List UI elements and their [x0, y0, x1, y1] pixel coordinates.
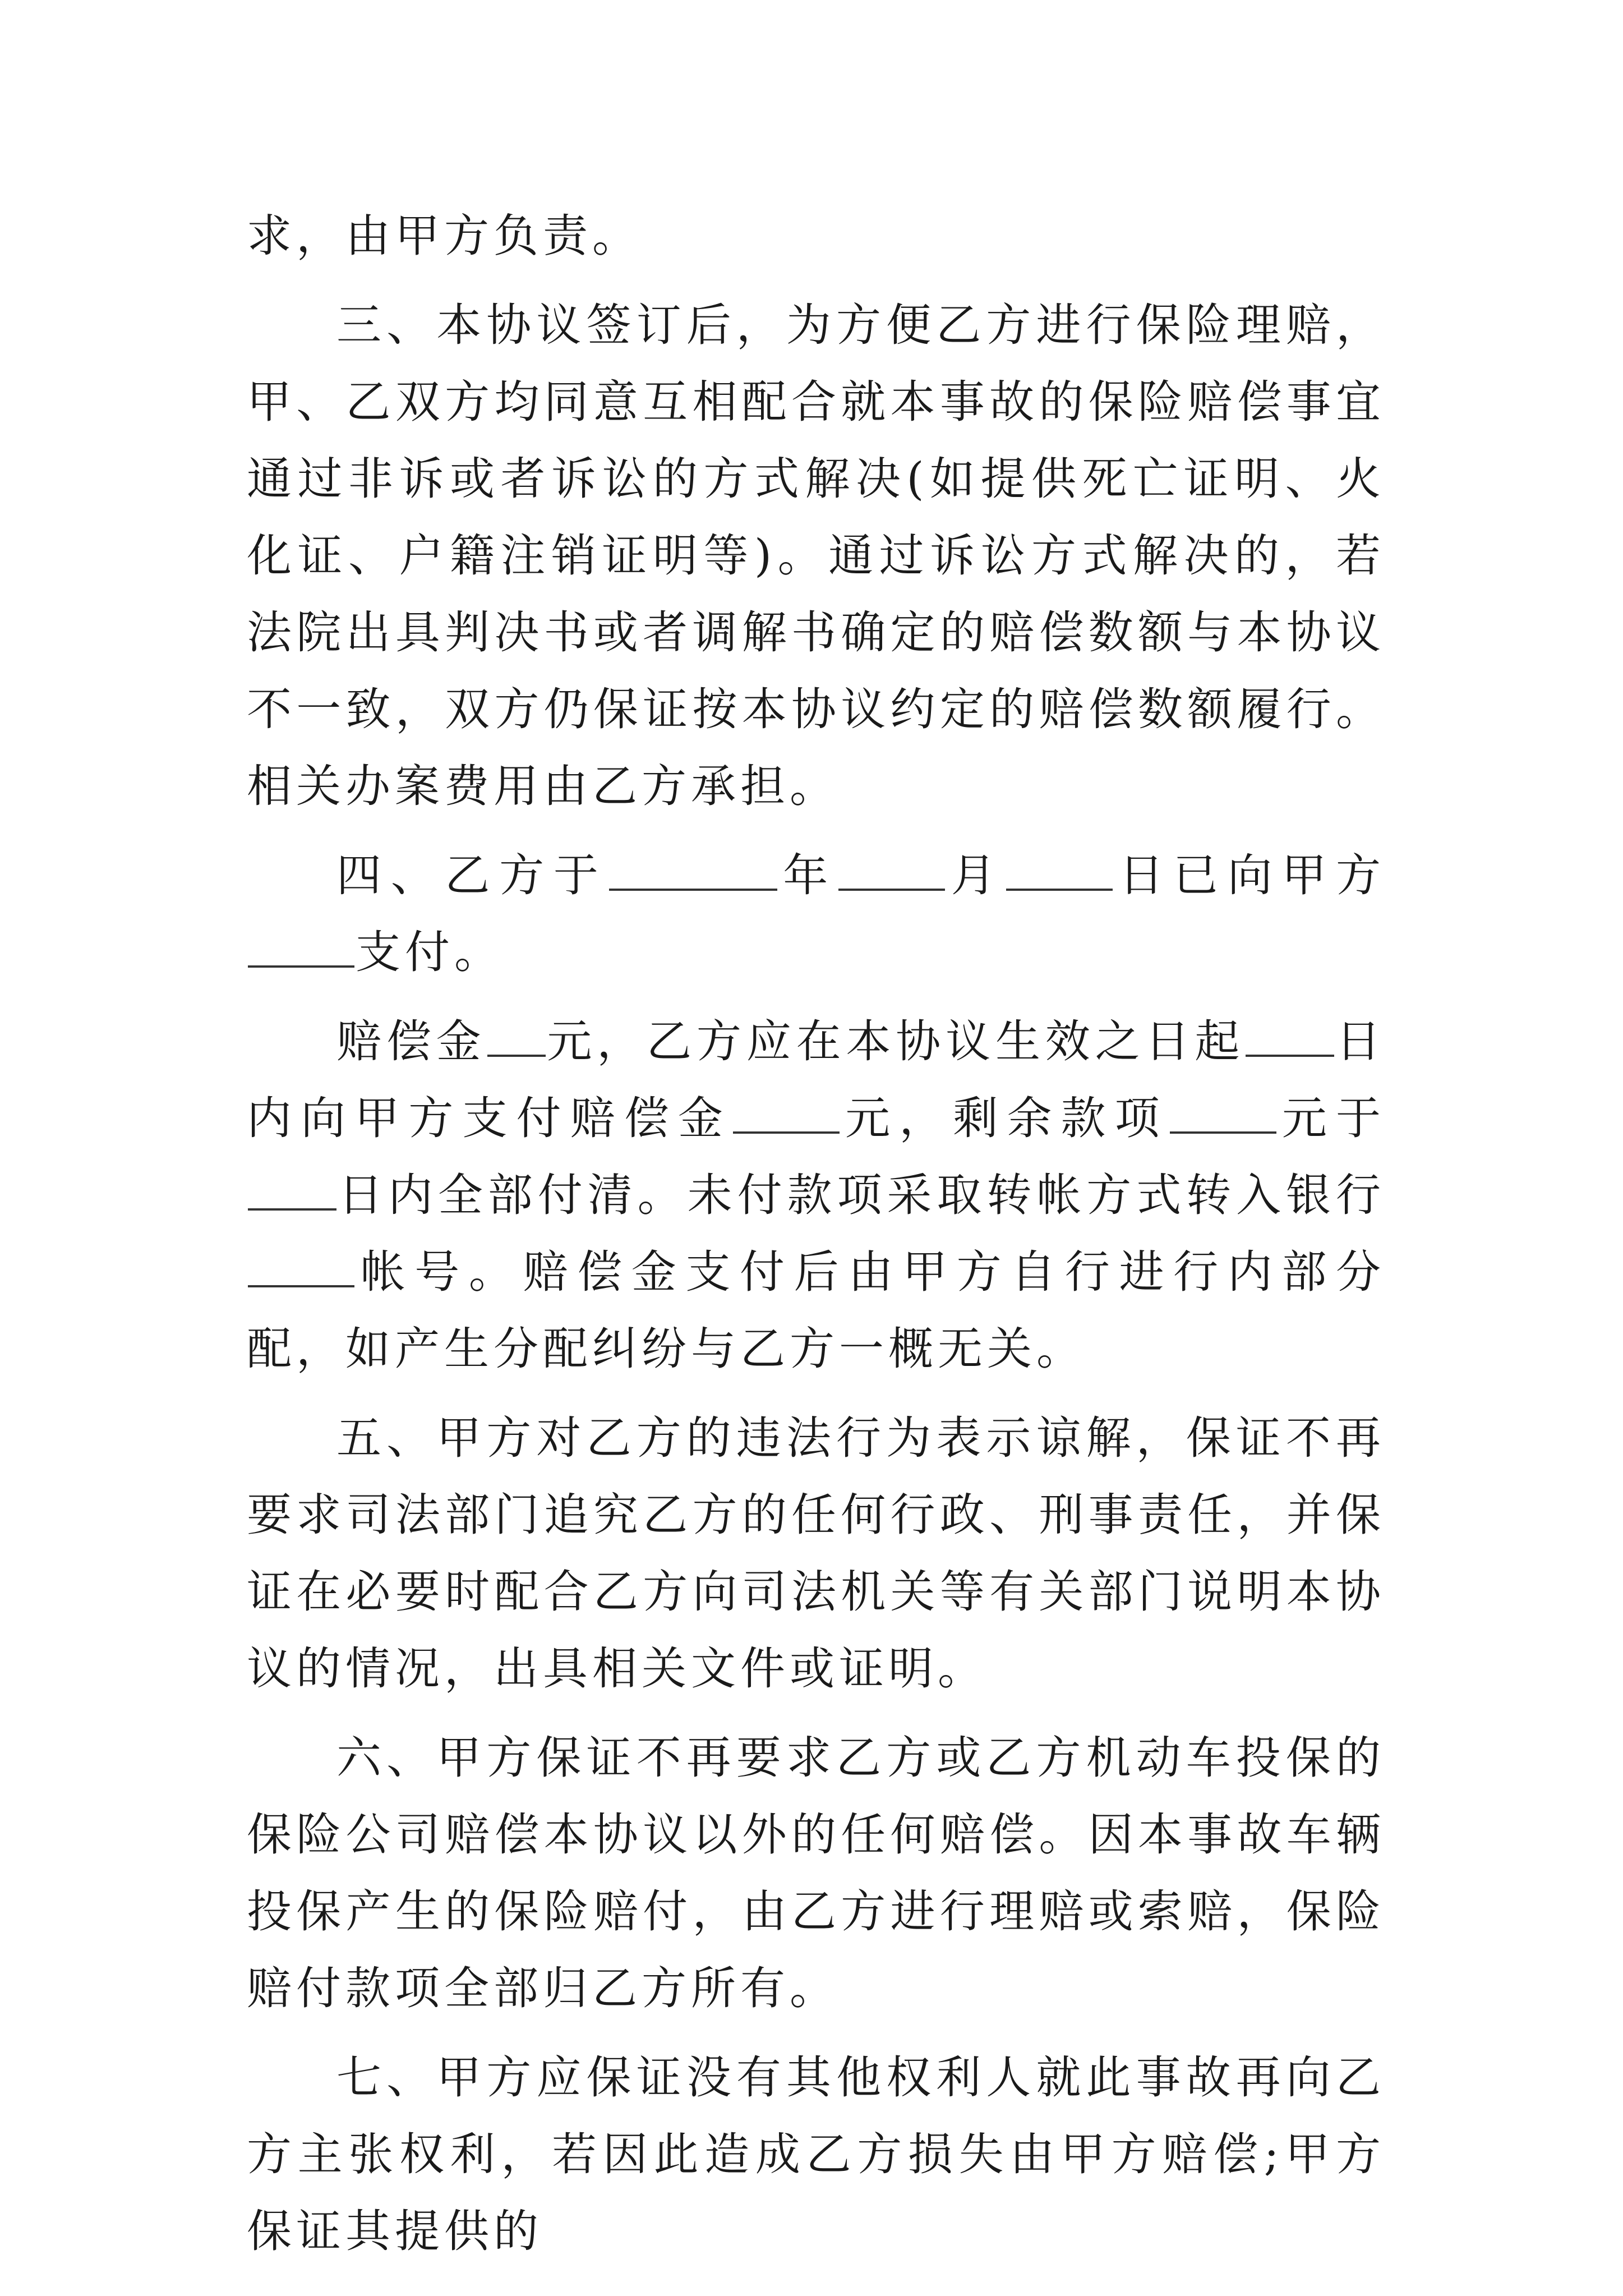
clause-seven: 七、甲方应保证没有其他权利人就此事故再向乙方主张权利，若因此造成乙方损失由甲方赔偿;甲方保证其提供的 [247, 2051, 1385, 2257]
clause-six: 六、甲方保证不再要求乙方或乙方机动车投保的保险公司赔偿本协议以外的任何赔偿。因本事故车辆投保产生的保险赔付，由乙方进行理赔或索赔，保险赔付款项全部归乙方所有。 [247, 1732, 1385, 2014]
blank-compensation-total [487, 1015, 546, 1057]
clause-four-text-2: 年 [778, 849, 838, 901]
blank-day-field [1006, 849, 1113, 891]
blank-days-field [1246, 1015, 1334, 1057]
blank-year-field [609, 849, 777, 891]
clause-four [247, 837, 1385, 991]
clause-four-text-3: 月 [946, 849, 1006, 901]
clause-four-text-4: 日已向甲方 [1114, 849, 1386, 901]
paragraph-continuation: 求，由甲方负责。 [247, 210, 642, 262]
clause-five: 五、甲方对乙方的违法行为表示谅解，保证不再要求司法部门追究乙方的任何行政、刑事责任，并保证在必要时配合乙方向司法机关等有关部门说明本协议的情况，出具相关文件或证明。 [247, 1412, 1385, 1695]
comp-text-4: 元，剩余款项 [841, 1092, 1169, 1144]
blank-month-field [838, 849, 945, 891]
comp-text-7: 帐号。赔偿金支付后由甲方自行进行内部分配，如产生分配纠纷与乙方一概无关。 [247, 1246, 1385, 1375]
document-body [247, 197, 1385, 2270]
blank-remaining-days [248, 1169, 336, 1211]
compensation-paragraph [247, 1003, 1385, 1387]
blank-remaining-amount [1170, 1092, 1276, 1134]
comp-text-2: 元，乙方应在本协议生效之日起 [546, 1015, 1245, 1068]
comp-text-5: 元于 [1277, 1092, 1386, 1144]
clause-three: 三、本协议签订后，为方便乙方进行保险理赔，甲、乙双方均同意互相配合就本事故的保险赔偿事宜通过非诉或者诉讼的方式解决(如提供死亡证明、火化证、户籍注销证明等)。通过诉讼方式解决的，若法院出具判决书或者调解书确定的赔偿数额与本协议不一致，双方仍保证按本协议约定的赔偿数额履行。相关办案费用由乙方承担。 [247, 299, 1385, 812]
comp-text-6: 日内全部付清。未付款项采取转帐方式转入银行 [338, 1169, 1385, 1221]
comp-text-3: 日内向甲方支付赔偿金 [247, 1015, 1386, 1144]
blank-compensation-amount [733, 1092, 840, 1134]
blank-bank-account [248, 1246, 354, 1287]
comp-text-1: 赔偿金 [336, 1015, 486, 1068]
clause-four-text-5: 支付。 [356, 926, 504, 978]
blank-amount-paid-field [248, 926, 354, 968]
clause-four-text-1: 四、乙方于 [336, 849, 608, 901]
